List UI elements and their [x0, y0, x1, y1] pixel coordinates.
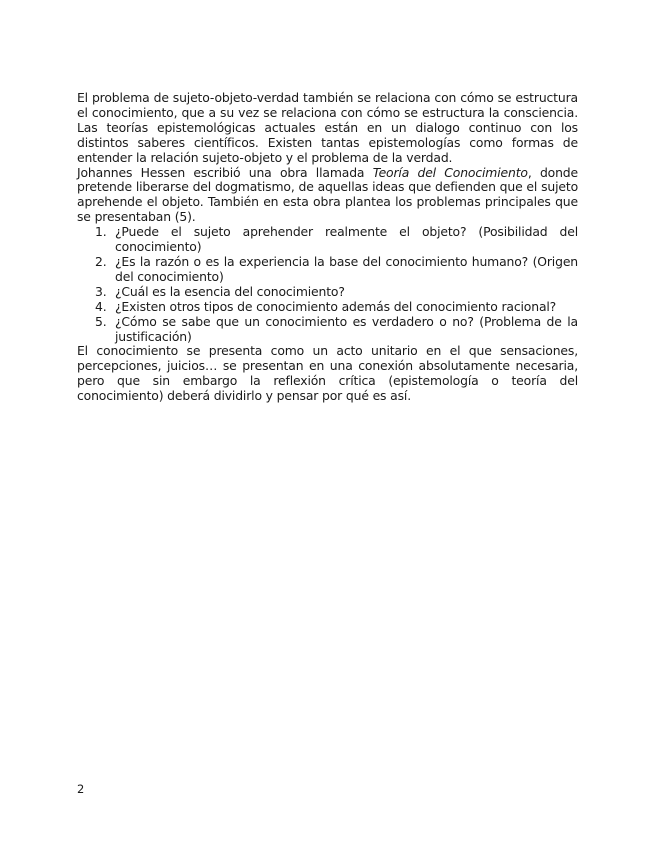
- list-item-text: ¿Cómo se sabe que un conocimiento es verdadero o no? (Problema de la justificación): [115, 313, 578, 344]
- list-item: [95, 313, 578, 345]
- paragraph-hessen-rest: , donde pretende liberarse del dogmatismo, de aquellas ideas que defienden que el sujeto aprehende el objeto. También en esta obra plantea los problemas principales que se presentaban (5).: [77, 164, 578, 225]
- page-body: [77, 91, 578, 404]
- list-item-number: 3.: [95, 283, 107, 299]
- list-item: [95, 253, 578, 285]
- list-item-text: ¿Existen otros tipos de conocimiento además del conocimiento racional?: [115, 298, 557, 314]
- list-item-text: ¿Cuál es la esencia del conocimiento?: [115, 283, 345, 299]
- list-item-number: 5.: [95, 313, 107, 329]
- list-item-number: 1.: [95, 224, 107, 240]
- list-item: [95, 283, 578, 300]
- paragraph-hessen-lead: Johannes Hessen escribió una obra llamada: [77, 164, 373, 180]
- list-item-text: ¿Es la razón o es la experiencia la base del conocimiento humano? (Origen del conocimiento): [115, 253, 578, 284]
- questions-list: [77, 225, 578, 344]
- list-item: [95, 298, 578, 315]
- list-item-number: 4.: [95, 298, 107, 314]
- list-item-number: 2.: [95, 253, 107, 269]
- book-title: Teoría del Conocimiento: [372, 164, 528, 180]
- list-item: [95, 224, 578, 255]
- list-item-text: ¿Puede el sujeto aprehender realmente el objeto? (Posibilidad del conocimiento): [115, 224, 578, 255]
- paragraph-hessen: [77, 166, 578, 226]
- paragraph-conclusion: El conocimiento se presenta como un acto unitario en el que sensaciones, percepciones, juicios… se presentan en una conexión absolutamente necesaria, pero que sin embargo la reflexión crítica (epistemología o teoría del conocimiento) deberá dividirlo y pensar por qué es así.: [77, 343, 578, 404]
- page-number: 2: [77, 782, 85, 796]
- paragraph-intro: El problema de sujeto-objeto-verdad también se relaciona con cómo se estructura el conocimiento, que a su vez se relaciona con cómo se estructura la consciencia. Las teorías epistemológicas actuales están en un dialogo continuo con los distintos saberes científicos. Existen tantas epistemologías como formas de entender la relación sujeto-objeto y el problema de la verdad.: [77, 90, 578, 165]
